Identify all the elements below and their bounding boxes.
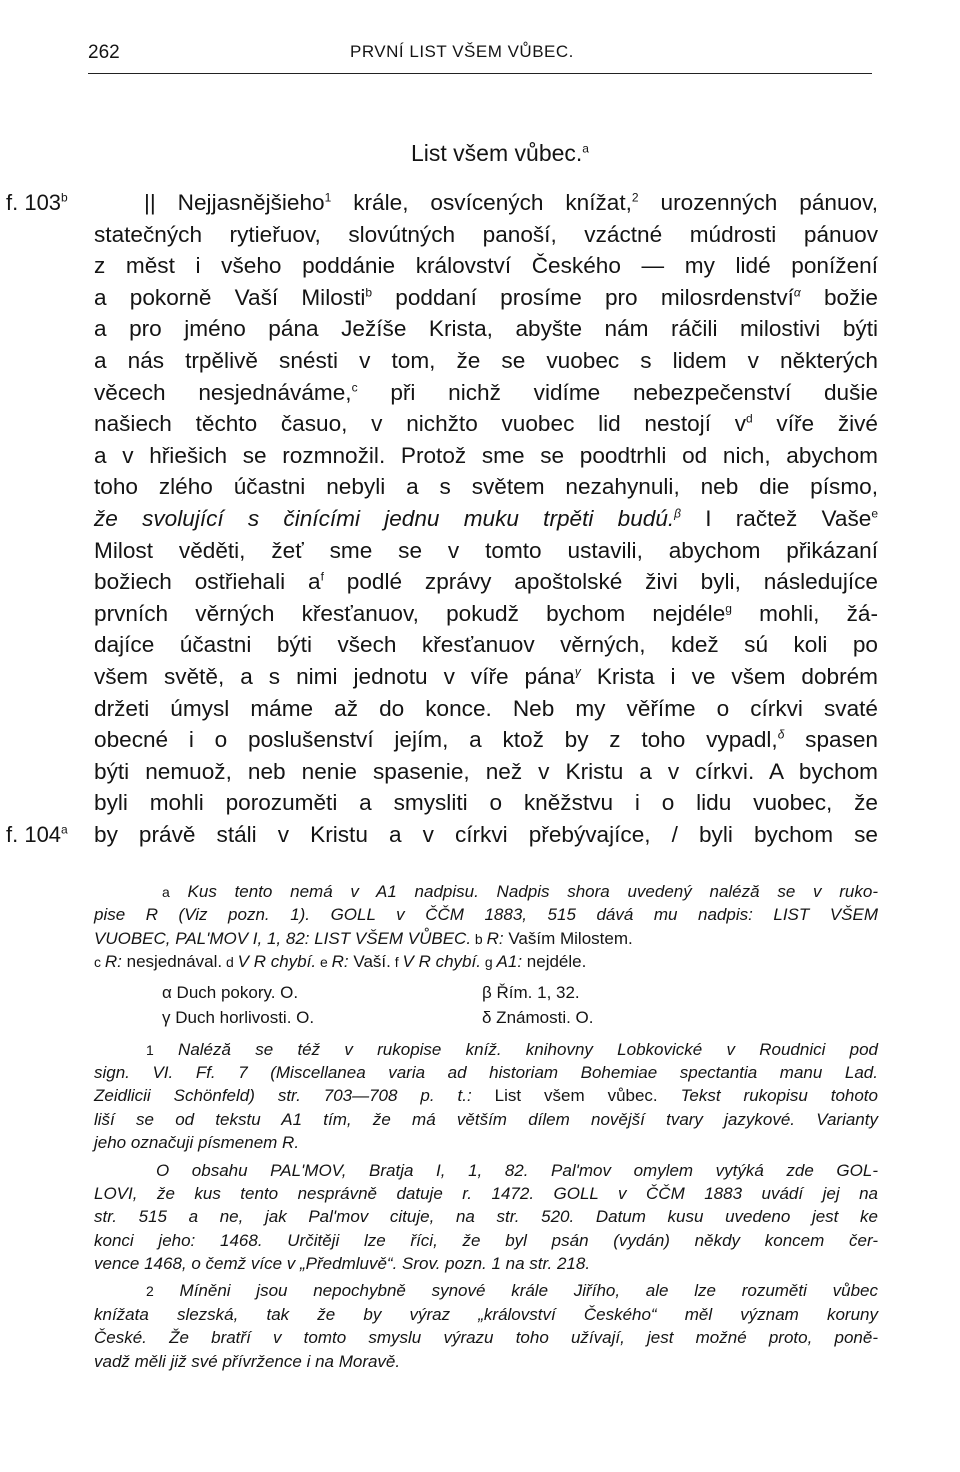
text-run: poddaní prosíme pro milosrdenství: [372, 284, 794, 310]
text-run: a pokorně Vaší Milosti: [94, 284, 366, 310]
section-title: [0, 140, 960, 167]
text-line: by právě stáli v Kristu a v církvi přebývajíce, / byli bychom se: [94, 821, 878, 847]
footnote-ref: d: [746, 411, 753, 426]
running-title: PRVNÍ LIST VŠEM VŮBEC.: [350, 42, 574, 61]
note-text: List všem vůbec.: [471, 1086, 658, 1106]
note-text: Vaší.: [348, 952, 391, 972]
note-marker: a: [162, 884, 170, 900]
text-run: víře živé: [752, 411, 878, 437]
running-head: [88, 42, 872, 68]
text-line: [94, 503, 878, 535]
text-line: [94, 724, 878, 756]
note-marker: 2: [146, 1283, 154, 1300]
footnote-ref: g: [725, 601, 732, 616]
text-line: toho zlého účastni nebyli a s světem nezahynuli, neb die písmo,: [94, 474, 878, 500]
footnote-ref: c: [351, 380, 358, 395]
text-line: držeti úmysl máme až do konce. Neb my věříme o církvi svaté: [94, 695, 878, 721]
footnote-line: sign. VI. Ff. 7 (Miscellanea varia ad historiam Bohemiae spectantia manu Lad.: [94, 1062, 878, 1082]
text-line: [94, 187, 878, 219]
page-number: 262: [88, 42, 120, 63]
footnote-line: vence 1468, o čemž více v „Předmluvě“. Srov. pozn. 1 na str. 218.: [94, 1254, 591, 1274]
note-text: A1:: [496, 952, 523, 972]
text-line: a pro jméno pána Ježíše Krista, abyšte nám ráčili milostivi býti: [94, 316, 878, 342]
note-text: R:: [331, 952, 349, 972]
text-line: [94, 661, 878, 693]
footnote-line: [94, 1279, 878, 1302]
text-run: božiech ostřiehali a: [94, 569, 321, 595]
note-text: nesjednával.: [121, 952, 223, 972]
marginal-notes-row: [94, 980, 878, 1005]
footnote-line: liší se od tekstu A1 tím, že má větším dílem novější tvary jazykové. Varianty: [94, 1109, 878, 1129]
footnote-line: str. 515 a ne, jak Pal'mov cituje, na str. 520. Datum kusu uvedeno jest ke: [94, 1207, 878, 1227]
text-line: býti nemuož, neb nenie spasenie, než v Kristu a v církvi. A bychom: [94, 758, 878, 784]
footnote-line: pise R (Viz pozn. 1). GOLL v ČČM 1883, 515 dává mu nadpis: LIST VŠEM: [94, 905, 878, 925]
text-run: I račtež Vaše: [681, 505, 872, 531]
footnote-ref: δ: [777, 727, 785, 742]
footnote-line: LOVI, že kus tento nesprávně datuje r. 1472. GOLL v ČČM 1883 uvádí jej na: [94, 1183, 878, 1203]
note-marker: c: [94, 954, 105, 971]
marginal-note-beta: β Řím. 1, 32.: [482, 982, 580, 1002]
text-run: božie: [800, 284, 878, 310]
marginal-notes-row: [94, 1005, 878, 1030]
folio-sup: b: [61, 190, 68, 205]
note-marker: d: [222, 954, 238, 971]
text-line: dajíce účastni býti všech křesťanuov věrných, kdež sú koli po: [94, 632, 878, 658]
text-run: všem světě, a s nimi jednotu v víře pána: [94, 663, 575, 689]
footnote-line: vadž měli již své přívržence i na Moravě.: [94, 1351, 401, 1371]
text-line: [94, 282, 878, 314]
footnote-line: O obsahu PAL'MOV, Bratja I, 1, 82. Pal'mov omylem vytýká zde GOL-: [156, 1160, 878, 1180]
text-run: prvních věrných křesťanuov, pokudž bychom nejdéle: [94, 600, 726, 626]
footnote-line: konci jeho: 1468. Určitěji lze říci, že byl psán (vydán) někdy koncem čer-: [94, 1230, 878, 1250]
text-line: byli mohli porozuměti a smysliti o kněžstvu i o lidu vuobec, že: [94, 790, 878, 816]
note-marker: 1: [146, 1041, 154, 1058]
marginal-note-alpha: α Duch pokory. O.: [162, 982, 299, 1002]
footnote-line: [94, 1084, 878, 1107]
note-marker: g: [480, 954, 497, 971]
text-run: že svolující s činícími jednu muku trpěti budú.: [94, 505, 675, 531]
text-line: [94, 408, 878, 440]
text-run: spasen: [784, 727, 878, 753]
text-line: Milost věděti, žeť sme se v tomto ustavili, abychom přikázaní: [94, 537, 878, 563]
text-run: při nichž vidíme nebezpečenství dušie: [357, 379, 878, 405]
footnote-ref: 1: [324, 190, 332, 205]
folio-sup: a: [61, 822, 68, 837]
footnote-line: jeho označuji písmenem R.: [94, 1133, 300, 1153]
footnote-ref: b: [365, 285, 373, 300]
text-run: Krista i ve všem dobrém: [580, 663, 879, 689]
note-text: Míněni jsou nepochybně synové krále Jiřího, ale lze rozuměti vůbec: [153, 1281, 878, 1301]
text-line: a v hřiešich se rozmnožil. Protož sme se poodtrhli od nich, abychom: [94, 442, 878, 468]
note-text: Zeidlicii Schönfeld) str. 703—708 p. t.:: [94, 1086, 472, 1106]
footnote-ref: f: [320, 569, 324, 584]
folio-label: f. 104: [6, 822, 62, 847]
footnote-line: [94, 950, 878, 973]
title-text: List všem vůbec.: [411, 140, 583, 166]
text-line: [94, 377, 878, 409]
footnote-line: [94, 1038, 878, 1061]
note-text: V R chybí.: [402, 952, 481, 972]
footnote-line: [94, 880, 878, 903]
text-run: mohli, žá-: [731, 600, 878, 626]
text-line: statečných rytieřuov, slovútných panoší, vzáctné múdrosti pánuov: [94, 221, 878, 247]
folio-marker-103b: [6, 187, 68, 219]
note-text: R:: [486, 928, 504, 948]
text-run: krále, osvícených knížat,: [331, 190, 632, 215]
footnote-ref: γ: [574, 664, 581, 679]
note-marker: b: [471, 930, 487, 947]
note-text: V R chybí.: [237, 952, 317, 972]
footnotes: [94, 880, 878, 1373]
text-line: [94, 566, 878, 598]
text-run: || Nejjasnějšieho: [144, 190, 325, 215]
footnote-line: České. Že bratří v tomto smyslu výrazu toho užívají, jest možné proto, poně-: [94, 1328, 878, 1348]
note-text: Naléză se též v rukopise kníž. knihovny Lobkovické v Roudnici pod: [153, 1039, 878, 1059]
footnote-ref: α: [793, 285, 801, 300]
note-text: Vaším Milostem.: [503, 928, 633, 948]
text-run: podlé zprávy apoštolské živi byli, následujíce: [323, 569, 879, 595]
text-line: a nás trpělivě snésti v tom, že se vuobec s lidem v některých: [94, 347, 878, 373]
footnote-ref: e: [871, 506, 878, 521]
note-text: R:: [104, 952, 122, 972]
footnote-ref: 2: [631, 190, 639, 205]
text-line: z měst i všeho poddánie království Českého — my lidé ponížení: [94, 253, 878, 279]
footnote-ref: β: [674, 506, 682, 521]
note-text: Tekst rukopisu tohoto: [657, 1086, 878, 1106]
note-text: nejdéle.: [522, 952, 587, 972]
text-run: obecné i o poslušenství jejím, a ktož by z toho vypadl,: [94, 727, 778, 753]
note-text: VUOBEC, PAL'MOV I, 1, 82: LIST VŠEM VŮBEC.: [94, 928, 472, 948]
marginal-note-gamma: γ Duch horlivosti. O.: [162, 1007, 315, 1027]
main-text: [94, 187, 878, 850]
title-note-ref: a: [582, 141, 589, 156]
note-text: Kus tento nemá v A1 nadpisu. Nadpis shora uvedený naléză se v ruko-: [169, 882, 878, 901]
footnote-line: knížata slezská, tak že by výraz „království Českého“ měl význam koruny: [94, 1304, 878, 1324]
note-marker: f: [390, 954, 403, 971]
note-marker: e: [316, 954, 332, 971]
footnote-line: [94, 927, 878, 950]
folio-label: f. 103: [6, 190, 62, 215]
text-run: věcech nesjednáváme,: [94, 379, 352, 405]
text-line: [94, 598, 878, 630]
marginal-note-delta: δ Známosti. O.: [482, 1007, 594, 1027]
folio-marker-104a: [6, 819, 68, 851]
text-run: našiech těchto časuo, v nichžto vuobec lid nestojí v: [94, 411, 747, 437]
text-run: urozenných pánuov,: [638, 190, 878, 215]
header-rule: [88, 73, 872, 74]
